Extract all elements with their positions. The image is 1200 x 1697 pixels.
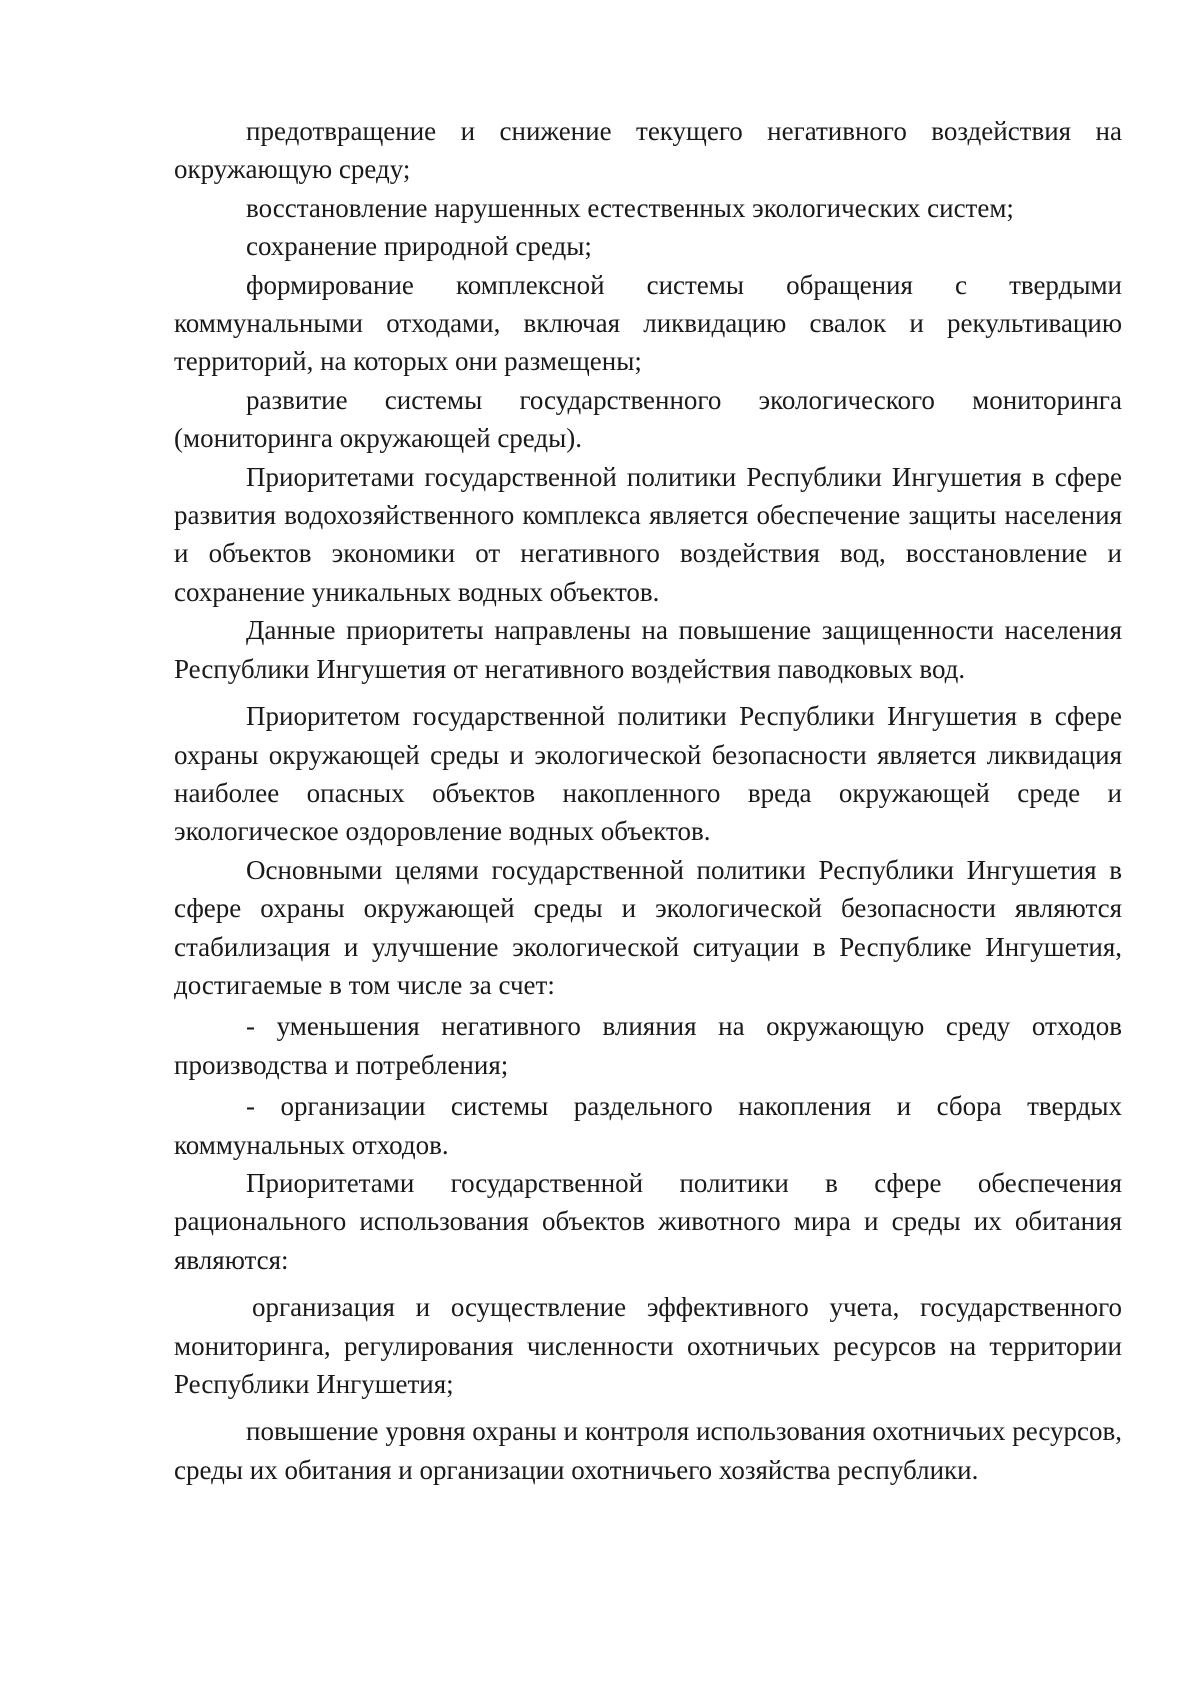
- paragraph-8: Приоритетом государственной политики Республики Ингушетия в сфере охраны окружающей среды и экологической безопасности является ликвидация наиболее опасных объектов накопленного вреда окружающей среде и экологическое оздоровление водных объектов.: [174, 701, 1122, 847]
- paragraph-12: Приоритетами государственной политики в сфере обеспечения рационального использования объектов животного мира и среды их обитания являются:: [174, 1167, 1122, 1275]
- paragraph-3: сохранение природной среды;: [246, 231, 592, 262]
- paragraph-9: Основными целями государственной политики Республики Ингушетия в сфере охраны окружающей среды и экологической безопасности являются стабилизация и улучшение экологической ситуации в Республике Ингушетия, достигаемые в том числе за счет:: [174, 854, 1122, 1000]
- document-body: [174, 112, 1122, 1489]
- paragraph-11: - организации системы раздельного накопления и сбора твердых коммунальных отходов.: [174, 1091, 1122, 1160]
- paragraph-6: Приоритетами государственной политики Республики Ингушетия в сфере развития водохозяйственного комплекса является обеспечение защиты населения и объектов экономики от негативного воздействия вод, восстановление и сохранение уникальных водных объектов.: [174, 461, 1122, 607]
- paragraph-4: формирование комплексной системы обращения с твердыми коммунальными отходами, включая ликвидацию свалок и рекультивацию территорий, на которых они размещены;: [174, 269, 1122, 377]
- paragraph-14: повышение уровня охраны и контроля использования охотничьих ресурсов, среды их обитания и организации охотничьего хозяйства республики.: [174, 1416, 1122, 1485]
- paragraph-7: Данные приоритеты направлены на повышение защищенности населения Республики Ингушетия от негативного воздействия паводковых вод.: [174, 615, 1122, 684]
- paragraph-10: - уменьшения негативного влияния на окружающую среду отходов производства и потребления;: [174, 1011, 1122, 1080]
- paragraph-13: организация и осуществление эффективного учета, государственного мониторинга, регулирования численности охотничьих ресурсов на территории Республики Ингушетия;: [174, 1292, 1122, 1399]
- paragraph-2: восстановление нарушенных естественных экологических систем;: [246, 192, 1014, 223]
- paragraph-5: развитие системы государственного экологического мониторинга (мониторинга окружающей среды).: [174, 384, 1122, 454]
- paragraph-1: предотвращение и снижение текущего негативного воздействия на окружающую среду;: [174, 116, 1122, 185]
